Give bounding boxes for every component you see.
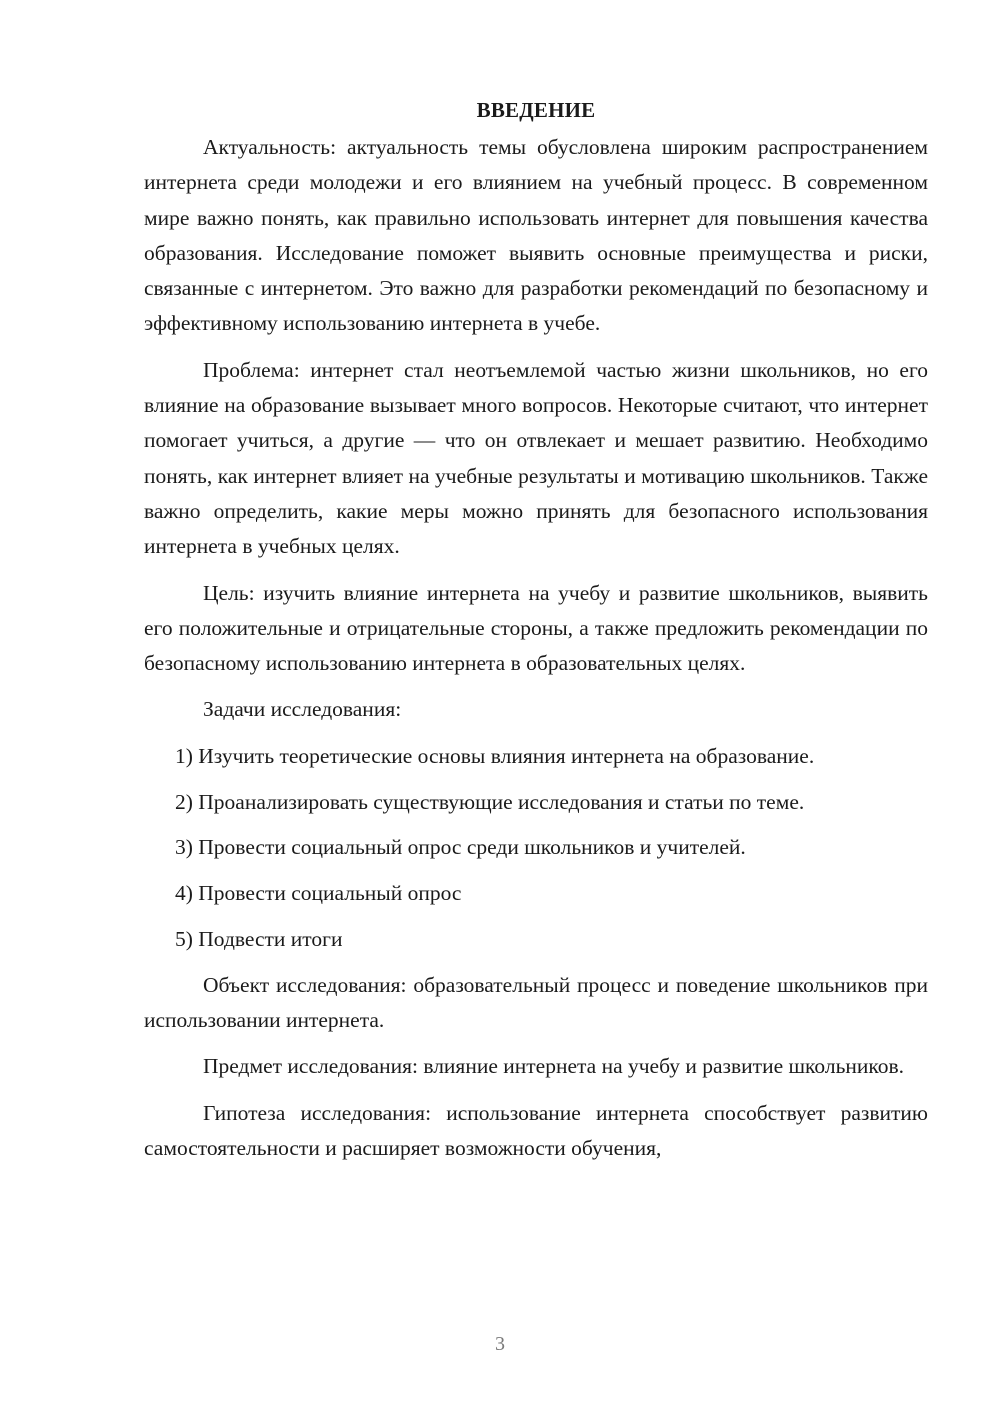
paragraph-goal: Цель: изучить влияние интернета на учебу и развитие школьников, выявить его положительные и отрицательные стороны, а также предложить рекомендации по безопасному использованию интернета в образовательных целях. [144,580,928,676]
tasks-list [144,739,928,957]
section-title: ВВЕДЕНИЕ [476,98,596,122]
page-number: 3 [495,1333,505,1355]
list-item: 1) Изучить теоретические основы влияния интернета на образование. [175,743,815,768]
paragraph-relevance: Актуальность: актуальность темы обусловлена широким распространением интернета среди молодежи и его влиянием на учебный процесс. В современном мире важно понять, как правильно использовать интернет для повышения качества образования. Исследование поможет выявить основные преимущества и риски, связанные с интернетом. Это важно для разработки рекомендаций по безопасному и эффективному использованию интернета в учебе. [144,135,928,336]
paragraph-tasks-heading: Задачи исследования: [203,697,402,722]
list-item: 5) Подвести итоги [175,926,343,951]
list-item: 4) Провести социальный опрос [175,881,462,906]
list-item: 3) Провести социальный опрос среди школьников и учителей. [175,835,746,860]
paragraph-problem: Проблема: интернет стал неотъемлемой частью жизни школьников, но его влияние на образование вызывает много вопросов. Некоторые считают, что интернет помогает учиться, а другие — что он отвлекает и мешает развитию. Необходимо понять, как интернет влияет на учебные результаты и мотивацию школьников. Также важно определить, какие меры можно принять для безопасного использования интернета в учебных целях. [144,357,928,559]
page-content [144,92,928,1177]
paragraph-subject: Предмет исследования: влияние интернета на учебу и развитие школьников. [203,1054,905,1079]
paragraph-object: Объект исследования: образовательный процесс и поведение школьников при использовании интернета. [144,972,928,1033]
list-item: 2) Проанализировать существующие исследования и статьи по теме. [175,789,805,814]
paragraph-hypothesis: Гипотеза исследования: использование интернета способствует развитию самостоятельности и расширяет возможности обучения, [144,1100,928,1160]
